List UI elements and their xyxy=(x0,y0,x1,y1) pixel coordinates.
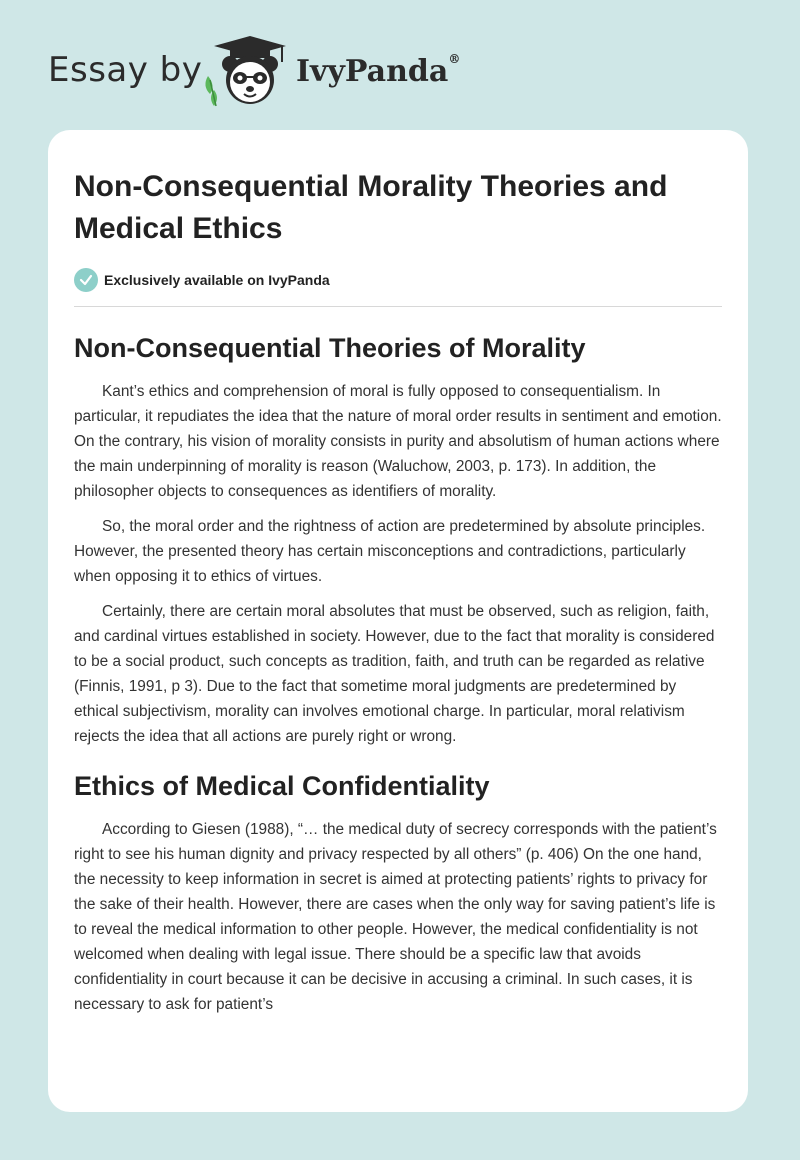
site-header xyxy=(0,0,800,130)
paragraph: Certainly, there are certain moral absolutes that must be observed, such as religion, faith, and cardinal virtues established in society. However, due to the fact that morality is considered to be a social product, such concepts as tradition, faith, and truth can be regarded as relative (Finnis, 1991, p 3). Due to the fact that sometime moral judgments are predetermined by ethical subjectivism, morality can involves emotional charge. In particular, moral relativism rejects the idea that all actions are purely right or wrong. xyxy=(74,603,715,745)
trademark-symbol: ® xyxy=(448,52,461,66)
essay-title: Non-Consequential Morality Theories and Medical Ethics xyxy=(74,170,668,245)
ivypanda-logo-icon[interactable] xyxy=(200,36,292,110)
check-icon xyxy=(74,268,98,292)
section-heading: Ethics of Medical Confidentiality xyxy=(74,771,490,801)
essay-card xyxy=(48,130,748,1112)
section-heading: Non-Consequential Theories of Morality xyxy=(74,333,586,363)
brand-name: IvyPanda® xyxy=(296,52,461,89)
paragraph: So, the moral order and the rightness of action are predetermined by absolute principles. However, the presented theory has certain misconceptions and contradictions, particularly when opposing it to ethics of virtues. xyxy=(74,518,706,585)
essay-content xyxy=(74,166,722,1027)
paragraph: Kant’s ethics and comprehension of moral is fully opposed to consequentialism. In particular, it repudiates the idea that the nature of moral order results in sentiment and emotion. On the contrary, his vision of morality consists in purity and absolutism of human actions where the main underpinning of morality is reason (Waluchow, 2003, p. 173). In addition, the philosopher objects to consequences as identifiers of morality. xyxy=(74,383,722,500)
brand-prefix: Essay by xyxy=(48,50,203,90)
paragraph: According to Giesen (1988), “… the medical duty of secrecy corresponds with the patient’s right to see his human dignity and privacy respected by all others” (p. 406) On the one hand, the necessity to keep information in secret is aimed at protecting patients’ rights to privacy for the sake of their health. However, there are cases when the only way for saving patient’s life is to reveal the medical information to other people. However, the medical confidentiality is not welcomed when dealing with legal issue. There should be a specific law that avoids confidentiality in court because it can be decisive in accusing a criminal. In such cases, it is necessary to ask for patient’s xyxy=(74,821,717,1013)
divider xyxy=(74,306,722,307)
exclusive-badge xyxy=(74,268,722,292)
exclusive-badge-label: Exclusively available on IvyPanda xyxy=(104,272,330,288)
